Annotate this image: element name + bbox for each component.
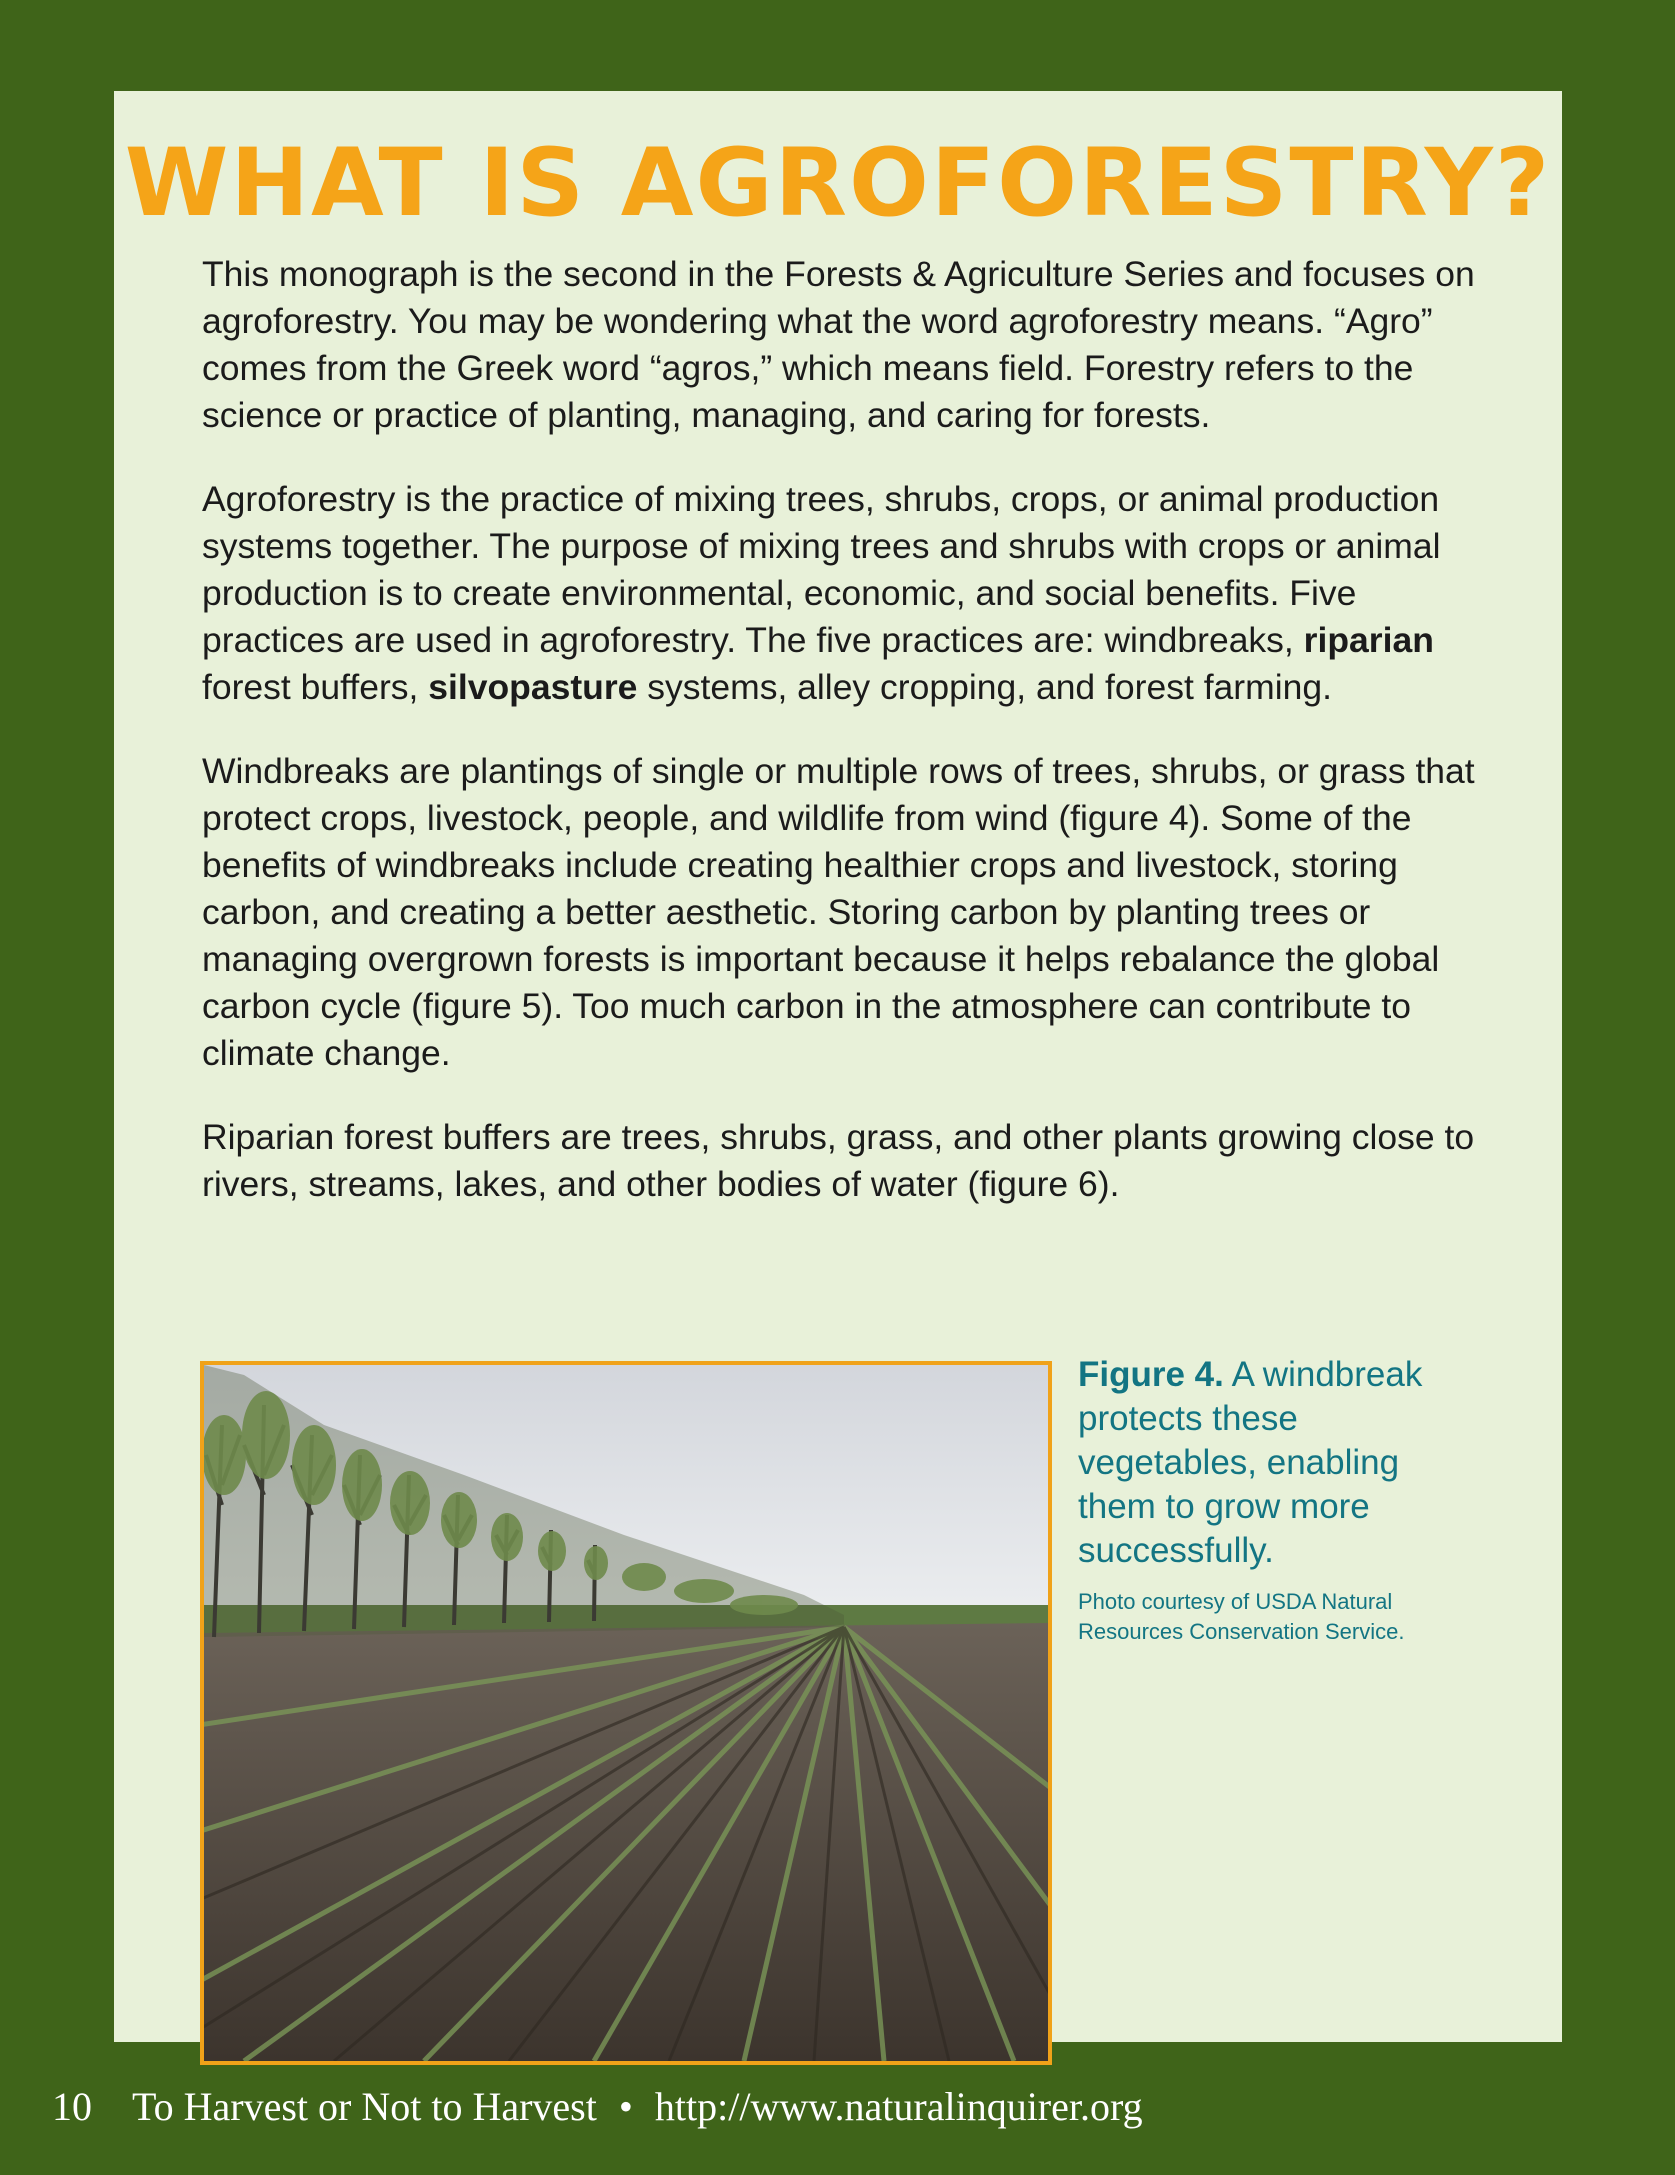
paragraph-riparian: Riparian forest buffers are trees, shrubs, grass, and other plants growing close to rivers, streams, lakes, and other bodies of water (figure 6). — [202, 1117, 1475, 1204]
figure-caption — [1078, 1353, 1478, 1573]
paragraph-definition — [202, 476, 1482, 711]
paragraph-text: forest buffers, — [202, 667, 429, 707]
page-number: 10 — [52, 2084, 92, 2129]
figure-label: Figure 4. — [1078, 1355, 1224, 1394]
paragraph-text: Agroforestry is the practice of mixing trees, shrubs, crops, or animal production systems together. The purpose of mixing trees and shrubs with crops or animal production is to create environmental, economic, and social benefits. Five practices are used in agroforestry. The five practices are: windbreaks, — [202, 479, 1441, 660]
page-footer — [52, 2083, 1143, 2130]
paragraph-windbreaks: Windbreaks are plantings of single or multiple rows of trees, shrubs, or grass that protect crops, livestock, people, and wildlife from wind (figure 4). Some of the benefits of windbreaks include creating healthier crops and livestock, storing carbon, and creating a better aesthetic. Storing carbon by planting trees or managing overgrown forests is important because it helps rebalance the global carbon cycle (figure 5). Too much carbon in the atmosphere can contribute to climate change. — [202, 751, 1475, 1073]
article-body — [202, 251, 1482, 1245]
publication-title: To Harvest or Not to Harvest — [132, 2084, 597, 2129]
term-riparian: riparian — [1303, 620, 1434, 660]
photo-credit: Photo courtesy of USDA Natural Resources Conservation Service. — [1078, 1589, 1405, 1644]
content-panel — [114, 91, 1562, 2042]
footer-separator: • — [618, 2084, 633, 2129]
windbreak-photo — [200, 1361, 1052, 2065]
figure-caption-text: A windbreak protects these vegetables, enabling them to grow more successfully. — [1078, 1355, 1423, 1570]
footer-url[interactable]: http://www.naturalinquirer.org — [654, 2084, 1143, 2129]
paragraph-text: systems, alley cropping, and forest farming. — [637, 667, 1332, 707]
page-title: WHAT IS AGROFORESTRY? — [124, 129, 1552, 238]
term-silvopasture: silvopasture — [428, 667, 638, 707]
paragraph-intro: This monograph is the second in the Forests & Agriculture Series and focuses on agroforestry. You may be wondering what the word agroforestry means. “Agro” comes from the Greek word “agros,” which means field. Forestry refers to the science or practice of planting, managing, and caring for forests. — [202, 254, 1475, 435]
